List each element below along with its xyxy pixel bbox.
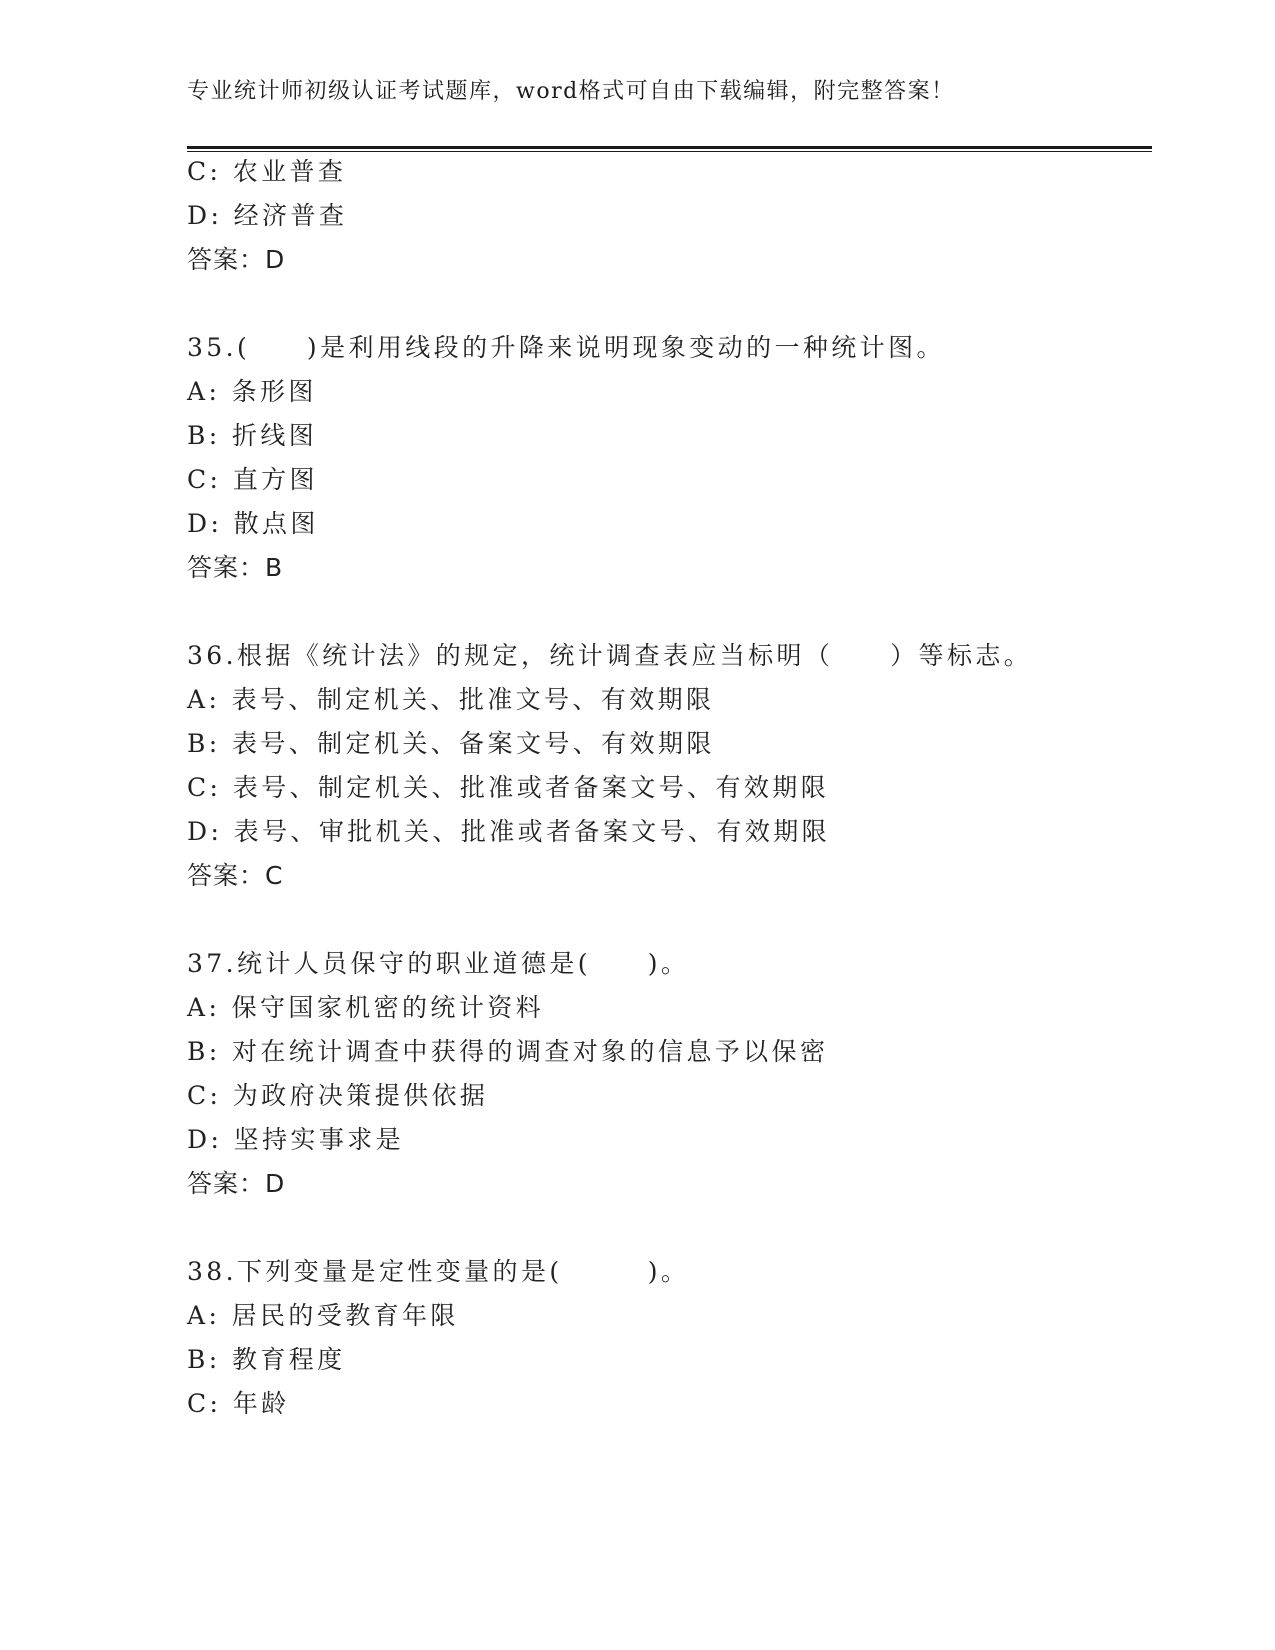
- q37-option-c: C: 为政府决策提供依据: [187, 1081, 489, 1110]
- q38-option-a: A: 居民的受教育年限: [187, 1301, 459, 1330]
- q38-option-b: B: 教育程度: [187, 1345, 346, 1374]
- q36-option-d: D: 表号、审批机关、批准或者备案文号、有效期限: [187, 817, 831, 846]
- q37-option-b: B: 对在统计调查中获得的调查对象的信息予以保密: [187, 1037, 829, 1066]
- page-header: 专业统计师初级认证考试题库，word格式可自由下载编辑，附完整答案！: [187, 79, 955, 104]
- q35-answer: 答案：B: [187, 553, 284, 582]
- header-rule-thin: [187, 151, 1152, 152]
- q37-answer: 答案：D: [187, 1169, 286, 1198]
- q35-option-a: A: 条形图: [187, 377, 317, 406]
- q36-stem: 36.根据《统计法》的规定，统计调查表应当标明（ ）等标志。: [187, 641, 1033, 670]
- q36-answer: 答案：C: [187, 861, 284, 890]
- q38-stem: 38.下列变量是定性变量的是( )。: [187, 1257, 690, 1286]
- q37-option-d: D: 坚持实事求是: [187, 1125, 405, 1154]
- q37-option-a: A: 保守国家机密的统计资料: [187, 993, 545, 1022]
- q35-stem: 35.( )是利用线段的升降来说明现象变动的一种统计图。: [187, 333, 945, 362]
- q36-option-a: A: 表号、制定机关、批准文号、有效期限: [187, 685, 715, 714]
- prev-option-c: C: 农业普查: [187, 157, 347, 186]
- q38-option-c: C: 年龄: [187, 1389, 290, 1418]
- q35-option-b: B: 折线图: [187, 421, 318, 450]
- prev-answer: 答案：D: [187, 245, 286, 274]
- q35-option-c: C: 直方图: [187, 465, 318, 494]
- q36-option-c: C: 表号、制定机关、批准或者备案文号、有效期限: [187, 773, 830, 802]
- header-rule-thick: [187, 146, 1152, 149]
- prev-option-d: D: 经济普查: [187, 201, 348, 230]
- q36-option-b: B: 表号、制定机关、备案文号、有效期限: [187, 729, 715, 758]
- q35-option-d: D: 散点图: [187, 509, 319, 538]
- q37-stem: 37.统计人员保守的职业道德是( )。: [187, 949, 690, 978]
